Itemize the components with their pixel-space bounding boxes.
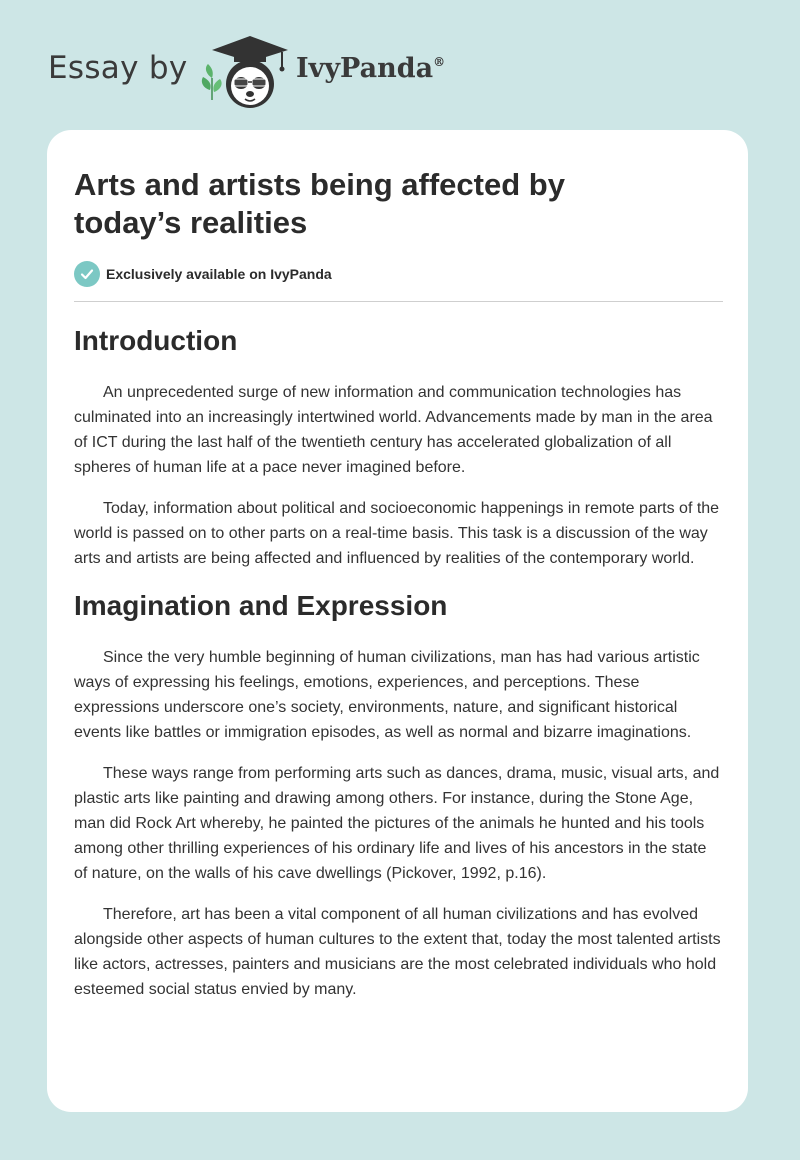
paragraph: Today, information about political and socioeconomic happenings in remote parts of the world is passed on to other parts on a real-time basis. This task is a discussion of the way arts and artists are being affected and influenced by realities of the contemporary world. — [74, 500, 720, 567]
divider — [74, 301, 723, 302]
section-heading: Introduction — [74, 325, 238, 356]
panda-logo-icon[interactable] — [198, 34, 294, 110]
exclusive-badge — [74, 260, 724, 288]
section-introduction — [74, 324, 724, 571]
check-circle-icon — [74, 261, 100, 287]
exclusive-badge-label: Exclusively available on IvyPanda — [106, 266, 332, 282]
section-imagination-and-expression — [74, 589, 724, 1002]
paragraph: Since the very humble beginning of human civilizations, man has had various artistic ways of expressing his feelings, emotions, experiences, and perceptions. These expressions underscore one’s society, environments, nature, and significant historical events like battles or immigration episodes, as well as normal and bizarre imaginations. — [74, 649, 700, 741]
ivy-leaf-icon — [202, 64, 222, 100]
essay-by-text: Essay by — [48, 50, 188, 86]
essay-content — [74, 166, 724, 1002]
essay-card — [47, 130, 748, 1112]
paragraph: These ways range from performing arts such as dances, drama, music, visual arts, and plastic arts like painting and drawing among others. For instance, during the Stone Age, man did Rock Art whereby, he painted the pictures of the animals he hunted and his tools among other thrilling experiences of his ordinary life and lives of his ancestors in the state of nature, on the walls of his cave dwellings (Pickover, 1992, p.16). — [74, 765, 720, 882]
paragraph: Therefore, art has been a vital component of all human civilizations and has evolved alongside other aspects of human cultures to the extent that, today the most talented artists like actors, actresses, painters and musicians are the most celebrated individuals who hold esteemed social status envied by many. — [74, 906, 721, 998]
brand-name[interactable]: IvyPanda® — [296, 53, 446, 84]
section-heading: Imagination and Expression — [74, 590, 448, 621]
paragraph: An unprecedented surge of new information and communication technologies has culminated into an increasingly intertwined world. Advancements made by man in the area of ICT during the last half of the twentieth century has accelerated globalization of all spheres of human life at a pace never imagined before. — [74, 384, 713, 476]
essay-title: Arts and artists being affected by today’s realities — [74, 167, 565, 240]
site-header — [0, 0, 800, 130]
